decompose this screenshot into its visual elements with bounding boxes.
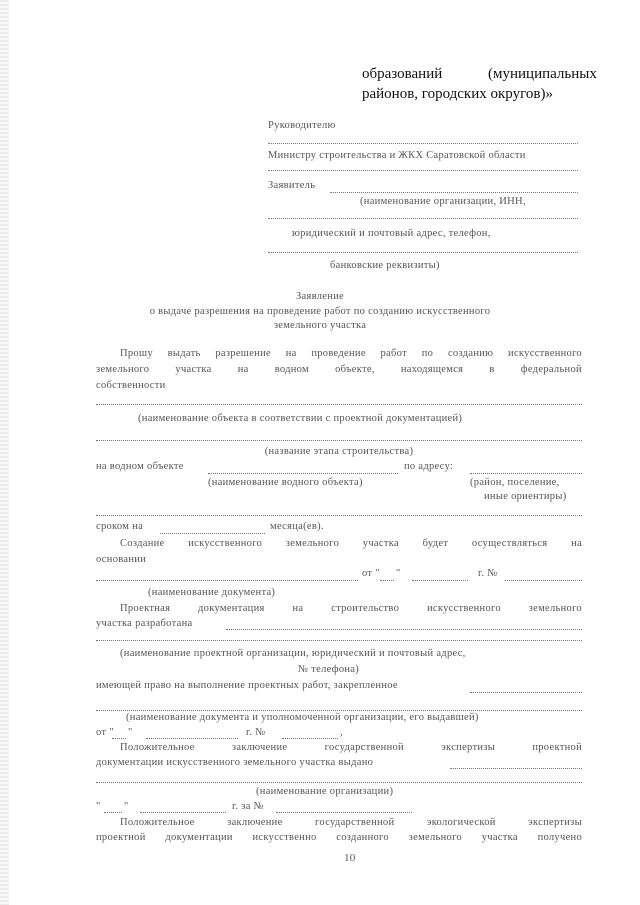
p2-line2: основании	[96, 554, 147, 565]
addressee-line	[268, 170, 578, 171]
cap-stage: (название этапа строительства)	[264, 446, 414, 457]
year-no3-label: г. за №	[232, 801, 264, 812]
cap-water: (наименование водного объекта)	[208, 477, 363, 488]
applicant-caption3: банковские реквизиты)	[330, 260, 440, 271]
word: в	[489, 364, 495, 375]
header-word2: (муниципальных	[488, 66, 597, 82]
word: объекте,	[335, 364, 375, 375]
license-line: имеющей право на выполнение проектных работ, закрепленное	[96, 680, 398, 691]
word: на	[237, 364, 249, 375]
comma: ,	[340, 727, 343, 738]
day-input-line[interactable]	[104, 812, 122, 813]
word: находящемся	[400, 364, 464, 375]
number-input-line[interactable]	[276, 812, 412, 813]
cap-license: (наименование документа и уполномоченной организации, его выдавшей)	[126, 712, 479, 723]
basis-input-line[interactable]	[96, 580, 358, 581]
applicant-caption1: (наименование организации, ИНН,	[360, 196, 526, 207]
p5-line2: проектной документации искусственно созданного земельного участка получено	[96, 832, 582, 843]
month-input-line[interactable]	[146, 738, 238, 739]
number-input-line[interactable]	[282, 738, 338, 739]
cap-location1: (район, поселение,	[470, 477, 560, 488]
p1-line3: собственности	[96, 380, 166, 391]
water-input-line[interactable]	[208, 473, 398, 474]
day-input-line[interactable]	[380, 580, 394, 581]
from-label: от "	[362, 568, 380, 579]
word: водном	[274, 364, 309, 375]
cap-org: (наименование организации)	[256, 786, 394, 797]
header-word1: образований	[362, 66, 443, 82]
applicant-input-line[interactable]	[268, 252, 578, 253]
date-close: "	[124, 801, 129, 812]
object-input-line[interactable]	[96, 404, 582, 405]
cap-object: (наименование объекта в соответствии с проектной документацией)	[138, 413, 463, 424]
month-input-line[interactable]	[412, 580, 468, 581]
word: федеральной	[520, 364, 582, 375]
doc-title-line3: земельного участка	[273, 320, 367, 331]
license-input-line[interactable]	[96, 710, 582, 711]
term-prefix: сроком на	[96, 521, 144, 532]
on-water-label: на водном объекте	[96, 461, 184, 472]
cap-location2: иные ориентиры)	[484, 491, 567, 502]
applicant-label: Заявитель	[268, 180, 316, 191]
addressee-to-label: Руководителю	[268, 120, 336, 131]
doc-title: Заявление	[295, 291, 345, 302]
header-line2: районов, городских округов)»	[362, 86, 553, 102]
applicant-caption2: юридический и почтовый адрес, телефон,	[292, 228, 491, 239]
page-number: 10	[344, 852, 356, 864]
doc-title-line2: о выдаче разрешения на проведение работ по созданию искусственного	[149, 306, 491, 317]
org-input-line[interactable]	[96, 782, 582, 783]
cap-design-org2: № телефона)	[298, 664, 360, 675]
addressee-ministry: Министру строительства и ЖКХ Саратовской области	[268, 150, 526, 161]
term-input-line[interactable]	[160, 533, 265, 534]
year-no2-label: г. №	[246, 727, 266, 738]
month-input-line[interactable]	[140, 812, 226, 813]
design-org-input-line[interactable]	[96, 640, 582, 641]
number-input-line[interactable]	[505, 580, 582, 581]
cap-design-org1: (наименование проектной организации, юридический и почтовый адрес,	[120, 648, 466, 659]
p1-line1: Прошу выдать разрешение на проведение работ по созданию искусственного	[120, 348, 582, 359]
stage-input-line[interactable]	[96, 440, 582, 441]
org-input-line[interactable]	[450, 768, 582, 769]
address-label: по адресу:	[404, 461, 454, 472]
applicant-input-line[interactable]	[330, 192, 578, 193]
p2-line1: Создание искусственного земельного участка будет осуществляться на	[120, 538, 582, 549]
location-input-line[interactable]	[96, 515, 582, 516]
quote-close: "	[396, 568, 401, 579]
design-org-input-line[interactable]	[226, 629, 582, 630]
scan-edge	[0, 0, 9, 905]
cap-document: (наименование документа)	[148, 587, 276, 598]
addressee-line	[268, 143, 578, 144]
word: земельного	[96, 364, 150, 375]
quote-close2: "	[128, 727, 133, 738]
applicant-input-line[interactable]	[268, 218, 578, 219]
address-input-line[interactable]	[470, 473, 582, 474]
p1-line2	[96, 364, 582, 375]
p4-line2: документации искусственного земельного участка выдано	[96, 757, 374, 768]
date-open: "	[96, 801, 101, 812]
p3-line2: участка разработана	[96, 618, 193, 629]
from2-label: от "	[96, 727, 114, 738]
year-no-label: г. №	[478, 568, 498, 579]
license-input-line[interactable]	[470, 692, 582, 693]
p5-line1: Положительное заключение государственной экологической экспертизы	[120, 817, 582, 828]
p3-line1: Проектная документация на строительство искусственного земельного	[120, 603, 582, 614]
word: участка	[175, 364, 212, 375]
day-input-line[interactable]	[112, 738, 126, 739]
term-suffix: месяца(ев).	[270, 521, 324, 532]
p4-line1: Положительное заключение государственной экспертизы проектной	[120, 742, 582, 753]
